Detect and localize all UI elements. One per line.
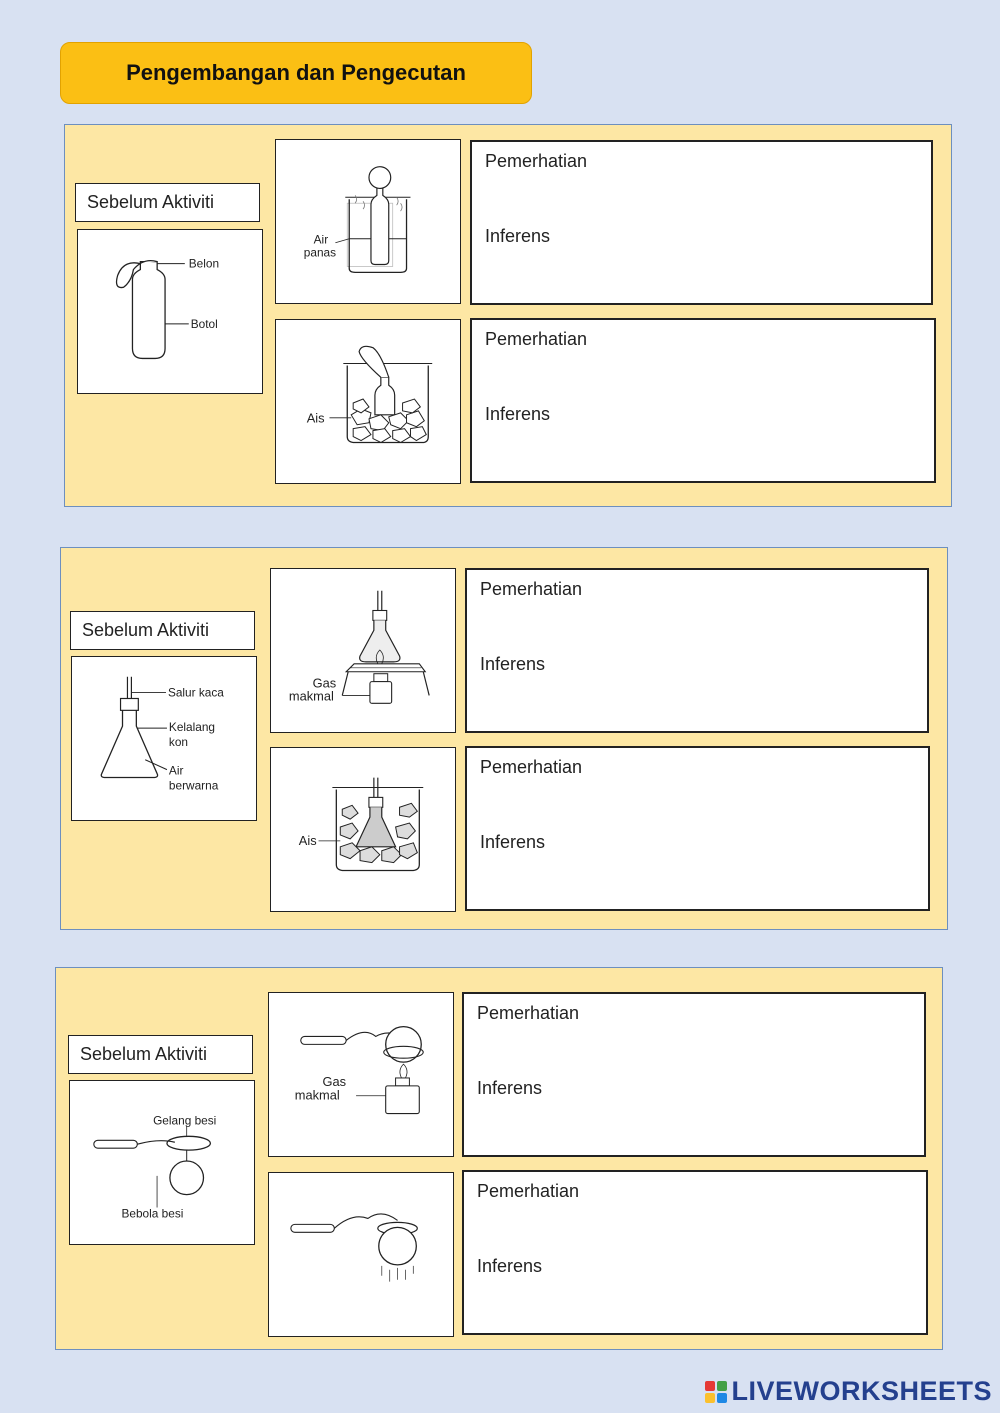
page-title: Pengembangan dan Pengecutan xyxy=(60,42,532,104)
figure-label: Kelalang xyxy=(168,720,216,735)
inference-label: Inferens xyxy=(477,1256,543,1276)
figure-label: makmal xyxy=(288,688,334,704)
answer-box xyxy=(470,140,933,305)
observation-label: Pemerhatian xyxy=(480,757,583,777)
observation-label: Pemerhatian xyxy=(485,329,588,349)
figure-label: Salur kaca xyxy=(167,685,224,700)
figure-label: kon xyxy=(168,734,189,749)
before-activity-label: Sebelum Aktiviti xyxy=(68,1035,253,1074)
figure-label: berwarna xyxy=(168,778,219,793)
before-figure-ball-and-ring xyxy=(69,1080,255,1245)
brand-name: LIVEWORKSHEETS xyxy=(731,1376,992,1406)
inference-field[interactable] xyxy=(479,680,915,720)
inference-field[interactable] xyxy=(476,1104,912,1144)
inference-label: Inferens xyxy=(485,404,551,424)
observation-field[interactable] xyxy=(479,604,915,644)
observation-label: Pemerhatian xyxy=(477,1003,580,1023)
figure-label: Belon xyxy=(188,256,220,271)
answer-box xyxy=(470,318,936,483)
figure-label: Bebola besi xyxy=(121,1206,184,1221)
experiment-figure-ball-falls xyxy=(268,1172,454,1337)
observation-label: Pemerhatian xyxy=(485,151,588,171)
answer-box xyxy=(462,1170,928,1335)
answer-box xyxy=(465,568,929,733)
experiment-figure-ice-flask xyxy=(270,747,456,912)
figure-label: panas xyxy=(303,245,337,260)
experiment-figure-ice xyxy=(275,319,461,484)
inference-field[interactable] xyxy=(484,252,919,292)
observation-field[interactable] xyxy=(476,1206,914,1246)
liveworksheets-logo[interactable] xyxy=(705,1376,992,1407)
figure-label: Air xyxy=(313,232,329,247)
experiment-figure-hot-water xyxy=(275,139,461,304)
observation-field[interactable] xyxy=(476,1028,912,1068)
figure-label: makmal xyxy=(294,1087,340,1103)
observation-label: Pemerhatian xyxy=(480,579,583,599)
before-activity-label: Sebelum Aktiviti xyxy=(70,611,255,650)
figure-label: Gelang besi xyxy=(153,1113,217,1128)
inference-label: Inferens xyxy=(480,654,546,674)
answer-box xyxy=(465,746,930,911)
experiment-figure-heating xyxy=(270,568,456,733)
figure-label: Gas xyxy=(322,1073,347,1089)
logo-mark-icon xyxy=(705,1381,727,1403)
figure-label: Air xyxy=(168,763,184,778)
observation-label: Pemerhatian xyxy=(477,1181,580,1201)
before-figure-conical-flask xyxy=(71,656,257,821)
inference-field[interactable] xyxy=(484,430,922,470)
figure-label: Ais xyxy=(306,410,325,426)
before-activity-label: Sebelum Aktiviti xyxy=(75,183,260,222)
figure-label: Gas xyxy=(312,675,337,691)
inference-label: Inferens xyxy=(477,1078,543,1098)
answer-box xyxy=(462,992,926,1157)
figure-label: Ais xyxy=(298,832,317,848)
before-figure-balloon-bottle xyxy=(77,229,263,394)
figure-label: Botol xyxy=(190,316,218,331)
inference-label: Inferens xyxy=(480,832,546,852)
inference-field[interactable] xyxy=(479,858,916,898)
experiment-figure-heating-ball xyxy=(268,992,454,1157)
observation-field[interactable] xyxy=(479,782,916,822)
inference-field[interactable] xyxy=(476,1282,914,1322)
observation-field[interactable] xyxy=(484,354,922,394)
inference-label: Inferens xyxy=(485,226,551,246)
observation-field[interactable] xyxy=(484,176,919,216)
